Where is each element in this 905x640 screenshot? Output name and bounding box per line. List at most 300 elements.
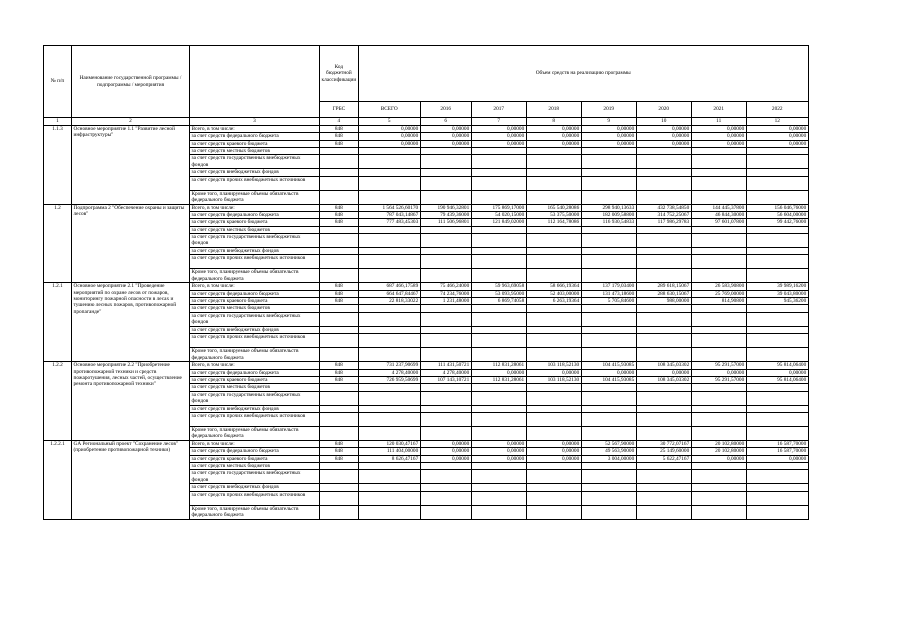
amount-cell: 0,00000 xyxy=(691,126,746,133)
grbs-code xyxy=(320,305,359,312)
grbs-code xyxy=(320,312,359,326)
funding-source: за счет средств прочих внебюджетных источников xyxy=(190,412,320,426)
item-name: Основное мероприятие 2.1 "Проведение мероприятий по охране лесов от пожаров, мониторингу пожарной опасности в лесах и тушению лесных пожаров, противопожарной пропаганде" xyxy=(72,283,190,362)
amount-cell xyxy=(420,148,471,155)
amount-cell: 0,00000 xyxy=(581,140,636,147)
amount-cell xyxy=(471,269,526,283)
grbs-code xyxy=(320,484,359,491)
amount-cell: 99 442,76000 xyxy=(746,219,808,226)
amount-cell xyxy=(420,190,471,204)
amount-cell: 0,00000 xyxy=(471,133,526,140)
amount-cell xyxy=(526,269,581,283)
amount-cell: 165 540,28086 xyxy=(526,204,581,211)
amount-cell xyxy=(526,491,581,505)
amount-cell xyxy=(691,470,746,484)
funding-source: за счет средств внебюджетных фондов xyxy=(190,169,320,176)
funding-source: Всего, в том числе: xyxy=(190,283,320,290)
amount-cell: 182 009,58800 xyxy=(581,212,636,219)
header-blank xyxy=(190,46,320,118)
amount-cell: 97 601,07800 xyxy=(691,219,746,226)
header-name: Наименование государственной программы /подпрограммы / мероприятия xyxy=(72,46,190,118)
amount-cell xyxy=(471,169,526,176)
amount-cell: 0,00000 xyxy=(526,448,581,455)
amount-cell xyxy=(746,176,808,190)
header-year: 2021 xyxy=(691,102,746,118)
amount-cell: 54 020,15000 xyxy=(471,212,526,219)
grbs-code: 848 xyxy=(320,219,359,226)
header-year: 2016 xyxy=(420,102,471,118)
amount-cell: 289 618,15067 xyxy=(636,283,691,290)
amount-cell: 108 345,03302 xyxy=(636,362,691,369)
amount-cell: 0,00000 xyxy=(691,140,746,147)
amount-cell xyxy=(358,226,420,233)
amount-cell xyxy=(471,470,526,484)
amount-cell xyxy=(581,255,636,269)
amount-cell: 104 415,93085 xyxy=(581,376,636,383)
amount-cell: 1 231,48000 xyxy=(420,298,471,305)
funding-source: за счет средств федерального бюджета xyxy=(190,212,320,219)
funding-source: Всего, в том числе: xyxy=(190,440,320,447)
amount-cell xyxy=(581,334,636,348)
amount-cell xyxy=(471,462,526,469)
amount-cell: 74 234,76000 xyxy=(420,290,471,297)
amount-cell xyxy=(526,405,581,412)
funding-source: за счет средств внебюджетных фондов xyxy=(190,484,320,491)
amount-cell xyxy=(526,334,581,348)
amount-cell: 25 149,60000 xyxy=(636,448,691,455)
amount-cell xyxy=(471,248,526,255)
amount-cell xyxy=(358,305,420,312)
funding-source: за счет средств местных бюджетов xyxy=(190,226,320,233)
amount-cell xyxy=(746,505,808,519)
amount-cell xyxy=(526,176,581,190)
amount-cell xyxy=(420,248,471,255)
amount-cell xyxy=(471,334,526,348)
col-number: 9 xyxy=(581,118,636,126)
amount-cell xyxy=(358,169,420,176)
amount-cell xyxy=(358,405,420,412)
amount-cell: 0,00000 xyxy=(471,369,526,376)
amount-cell: 116 930,54833 xyxy=(581,219,636,226)
amount-cell xyxy=(526,305,581,312)
amount-cell xyxy=(526,190,581,204)
funding-source: за счет средств прочих внебюджетных источников xyxy=(190,334,320,348)
amount-cell xyxy=(471,305,526,312)
amount-cell xyxy=(746,226,808,233)
amount-cell: 6 869,74058 xyxy=(471,298,526,305)
amount-cell xyxy=(746,470,808,484)
col-number: 12 xyxy=(746,118,808,126)
grbs-code xyxy=(320,470,359,484)
amount-cell xyxy=(636,305,691,312)
funding-source: за счет средств внебюджетных фондов xyxy=(190,405,320,412)
amount-cell: 58 666,19364 xyxy=(526,283,581,290)
amount-cell xyxy=(581,391,636,405)
amount-cell xyxy=(636,334,691,348)
funding-source: Всего, в том числе: xyxy=(190,204,320,211)
item-number: 1.2.1 xyxy=(44,283,72,362)
amount-cell xyxy=(581,269,636,283)
amount-cell: 39 989,16200 xyxy=(746,283,808,290)
amount-cell xyxy=(636,169,691,176)
funding-source: за счет средств местных бюджетов xyxy=(190,462,320,469)
amount-cell xyxy=(636,148,691,155)
amount-cell xyxy=(691,255,746,269)
amount-cell xyxy=(420,426,471,440)
amount-cell xyxy=(691,426,746,440)
table-row xyxy=(44,440,809,447)
amount-cell: 95 291,57000 xyxy=(691,376,746,383)
amount-cell xyxy=(526,412,581,426)
amount-cell xyxy=(636,248,691,255)
item-number: 1.1.3 xyxy=(44,126,72,205)
amount-cell xyxy=(746,269,808,283)
amount-cell xyxy=(746,391,808,405)
amount-cell: 0,00000 xyxy=(526,455,581,462)
amount-cell xyxy=(691,226,746,233)
amount-cell xyxy=(526,484,581,491)
header-grbs: ГРБС xyxy=(320,102,359,118)
amount-cell: 0,00000 xyxy=(420,448,471,455)
amount-cell xyxy=(581,412,636,426)
grbs-code xyxy=(320,505,359,519)
grbs-code xyxy=(320,348,359,362)
amount-cell xyxy=(526,462,581,469)
amount-cell xyxy=(420,176,471,190)
amount-cell xyxy=(636,312,691,326)
amount-cell xyxy=(581,305,636,312)
amount-cell: 75 466,24000 xyxy=(420,283,471,290)
amount-cell xyxy=(636,155,691,169)
funding-source: за счет средств внебюджетных фондов xyxy=(190,326,320,333)
funding-source: Всего, в том числе: xyxy=(190,362,320,369)
funding-source: за счет средств федерального бюджета xyxy=(190,290,320,297)
header-code: Код бюджетной классификации xyxy=(320,46,359,102)
amount-cell xyxy=(526,155,581,169)
grbs-code xyxy=(320,155,359,169)
amount-cell xyxy=(746,426,808,440)
amount-cell xyxy=(691,234,746,248)
amount-cell xyxy=(358,248,420,255)
amount-cell xyxy=(471,148,526,155)
header-year: 2018 xyxy=(526,102,581,118)
grbs-code xyxy=(320,384,359,391)
amount-cell xyxy=(636,326,691,333)
amount-cell xyxy=(636,484,691,491)
column-number-row xyxy=(44,118,809,126)
amount-cell: 0,00000 xyxy=(691,369,746,376)
amount-cell xyxy=(691,305,746,312)
amount-cell xyxy=(636,348,691,362)
amount-cell: 131 473,18600 xyxy=(581,290,636,297)
amount-cell xyxy=(420,462,471,469)
amount-cell xyxy=(471,234,526,248)
amount-cell xyxy=(471,326,526,333)
amount-cell: 0,00000 xyxy=(526,440,581,447)
amount-cell xyxy=(691,155,746,169)
amount-cell xyxy=(581,484,636,491)
amount-cell: 0,00000 xyxy=(471,448,526,455)
amount-cell: 0,00000 xyxy=(636,126,691,133)
amount-cell: 52 567,90000 xyxy=(581,440,636,447)
grbs-code xyxy=(320,391,359,405)
amount-cell xyxy=(636,391,691,405)
grbs-code: 848 xyxy=(320,126,359,133)
funding-source: Всего, в том числе: xyxy=(190,126,320,133)
amount-cell xyxy=(746,405,808,412)
amount-cell xyxy=(636,491,691,505)
amount-cell xyxy=(691,505,746,519)
table-row xyxy=(44,126,809,133)
amount-cell xyxy=(358,312,420,326)
amount-cell: 726 959,50699 xyxy=(358,376,420,383)
amount-cell xyxy=(420,255,471,269)
grbs-code xyxy=(320,148,359,155)
amount-cell xyxy=(471,505,526,519)
amount-cell xyxy=(526,426,581,440)
col-number: 5 xyxy=(358,118,420,126)
col-number: 7 xyxy=(471,118,526,126)
amount-cell xyxy=(691,334,746,348)
grbs-code: 848 xyxy=(320,283,359,290)
amount-cell: 0,00000 xyxy=(746,133,808,140)
grbs-code xyxy=(320,234,359,248)
amount-cell xyxy=(746,169,808,176)
amount-cell xyxy=(358,462,420,469)
amount-cell xyxy=(420,326,471,333)
col-number: 4 xyxy=(320,118,359,126)
amount-cell xyxy=(526,470,581,484)
amount-cell xyxy=(526,169,581,176)
amount-cell xyxy=(420,334,471,348)
grbs-code: 848 xyxy=(320,369,359,376)
amount-cell: 25 769,00000 xyxy=(691,290,746,297)
amount-cell: 95 814,06400 xyxy=(746,362,808,369)
amount-cell: 687 466,17589 xyxy=(358,283,420,290)
amount-cell: 0,00000 xyxy=(636,369,691,376)
amount-cell xyxy=(746,312,808,326)
funding-source: за счет средств краевого бюджета xyxy=(190,455,320,462)
amount-cell xyxy=(358,334,420,348)
amount-cell xyxy=(581,348,636,362)
amount-cell xyxy=(636,176,691,190)
funding-source: Кроме того, планируемые объемы обязательств федерального бюджета xyxy=(190,190,320,204)
amount-cell xyxy=(746,248,808,255)
amount-cell: 144 445,37800 xyxy=(691,204,746,211)
amount-cell xyxy=(471,190,526,204)
amount-cell: 664 647,84467 xyxy=(358,290,420,297)
amount-cell xyxy=(581,426,636,440)
amount-cell: 4 278,40000 xyxy=(420,369,471,376)
grbs-code: 848 xyxy=(320,440,359,447)
funding-source: за счет средств краевого бюджета xyxy=(190,376,320,383)
funding-source: Кроме того, планируемые объемы обязательств федерального бюджета xyxy=(190,505,320,519)
amount-cell xyxy=(691,348,746,362)
amount-cell xyxy=(636,426,691,440)
amount-cell: 314 752,25067 xyxy=(636,212,691,219)
funding-source: за счет средств краевого бюджета xyxy=(190,219,320,226)
grbs-code xyxy=(320,176,359,190)
amount-cell xyxy=(581,491,636,505)
funding-source: Кроме того, планируемые объемы обязательств федерального бюджета xyxy=(190,426,320,440)
col-number: 8 xyxy=(526,118,581,126)
grbs-code xyxy=(320,462,359,469)
amount-cell: 0,00000 xyxy=(581,126,636,133)
amount-cell: 298 940,13633 xyxy=(581,204,636,211)
amount-cell xyxy=(358,269,420,283)
funding-source: за счет средств краевого бюджета xyxy=(190,140,320,147)
amount-cell xyxy=(471,426,526,440)
amount-cell xyxy=(636,412,691,426)
funding-source: Кроме того, планируемые объемы обязательств федерального бюджета xyxy=(190,269,320,283)
amount-cell xyxy=(420,305,471,312)
amount-cell xyxy=(581,148,636,155)
amount-cell xyxy=(471,484,526,491)
amount-cell xyxy=(471,405,526,412)
amount-cell xyxy=(746,255,808,269)
amount-cell xyxy=(691,190,746,204)
amount-cell: 111 431,50721 xyxy=(420,362,471,369)
amount-cell: 0,00000 xyxy=(691,133,746,140)
amount-cell: 0,00000 xyxy=(471,126,526,133)
amount-cell xyxy=(471,491,526,505)
amount-cell xyxy=(358,426,420,440)
amount-cell xyxy=(581,470,636,484)
amount-cell: 3 004,00000 xyxy=(581,455,636,462)
amount-cell xyxy=(691,326,746,333)
amount-cell: 0,00000 xyxy=(420,133,471,140)
item-number: 1.2.2 xyxy=(44,362,72,441)
amount-cell xyxy=(358,155,420,169)
amount-cell xyxy=(471,155,526,169)
amount-cell xyxy=(636,462,691,469)
amount-cell: 112 164,78086 xyxy=(526,219,581,226)
grbs-code xyxy=(320,248,359,255)
amount-cell: 288 630,15067 xyxy=(636,290,691,297)
amount-cell xyxy=(526,326,581,333)
amount-cell: 49 563,90000 xyxy=(581,448,636,455)
item-name: Основное мероприятие 2.2 "Приобретение противопожарной техники и средств пожаротушения, лесных частей, осуществление ремонта противопожарной техники" xyxy=(72,362,190,441)
amount-cell xyxy=(691,484,746,491)
table-row xyxy=(44,283,809,290)
amount-cell: 0,00000 xyxy=(581,133,636,140)
amount-cell xyxy=(358,348,420,362)
amount-cell: 777 483,45303 xyxy=(358,219,420,226)
amount-cell xyxy=(581,226,636,233)
amount-cell: 0,00000 xyxy=(471,455,526,462)
amount-cell xyxy=(746,148,808,155)
amount-cell: 20 102,80000 xyxy=(691,448,746,455)
grbs-code xyxy=(320,334,359,348)
amount-cell xyxy=(691,248,746,255)
amount-cell: 103 118,52130 xyxy=(526,362,581,369)
funding-source: за счет средств прочих внебюджетных источников xyxy=(190,255,320,269)
item-name: GА Региональный проект "Сохранение лесов" (приобретение противопожарной техники) xyxy=(72,440,190,519)
amount-cell: 16 587,70000 xyxy=(746,448,808,455)
amount-cell xyxy=(358,491,420,505)
amount-cell: 5 705,84600 xyxy=(581,298,636,305)
grbs-code: 848 xyxy=(320,362,359,369)
funding-source: за счет средств прочих внебюджетных источников xyxy=(190,491,320,505)
amount-cell: 39 043,80000 xyxy=(746,290,808,297)
funding-source: за счет средств государственных внебюджетных фондов xyxy=(190,155,320,169)
header-total: ВСЕГО xyxy=(358,102,420,118)
budget-document xyxy=(43,45,809,520)
grbs-code: 848 xyxy=(320,212,359,219)
amount-cell: 731 237,90699 xyxy=(358,362,420,369)
funding-source: за счет средств государственных внебюджетных фондов xyxy=(190,470,320,484)
amount-cell xyxy=(746,484,808,491)
amount-cell: 0,00000 xyxy=(358,140,420,147)
item-name: Основное мероприятие 1.1 "Развитие лесной инфраструктуры" xyxy=(72,126,190,205)
amount-cell: 5 622,47167 xyxy=(636,455,691,462)
amount-cell xyxy=(746,384,808,391)
header-year: 2019 xyxy=(581,102,636,118)
grbs-code xyxy=(320,412,359,426)
col-number: 2 xyxy=(72,118,190,126)
amount-cell xyxy=(636,190,691,204)
amount-cell xyxy=(581,176,636,190)
amount-cell xyxy=(420,391,471,405)
amount-cell xyxy=(420,505,471,519)
amount-cell: 0,00000 xyxy=(358,126,420,133)
amount-cell xyxy=(471,412,526,426)
col-number: 6 xyxy=(420,118,471,126)
amount-cell: 0,00000 xyxy=(471,440,526,447)
amount-cell: 137 179,03400 xyxy=(581,283,636,290)
amount-cell xyxy=(581,234,636,248)
amount-cell xyxy=(581,405,636,412)
amount-cell: 175 869,17000 xyxy=(471,204,526,211)
grbs-code xyxy=(320,190,359,204)
amount-cell: 46 844,30000 xyxy=(691,212,746,219)
col-number: 3 xyxy=(190,118,320,126)
amount-cell: 1 564 526,60170 xyxy=(358,204,420,211)
amount-cell xyxy=(420,155,471,169)
amount-cell xyxy=(358,176,420,190)
amount-cell xyxy=(636,384,691,391)
amount-cell: 0,00000 xyxy=(358,133,420,140)
amount-cell xyxy=(420,484,471,491)
amount-cell xyxy=(691,405,746,412)
amount-cell: 0,00000 xyxy=(746,140,808,147)
grbs-code xyxy=(320,226,359,233)
grbs-code: 848 xyxy=(320,204,359,211)
item-name: Подпрограмма 2 "Обеспечение охраны и защиты лесов" xyxy=(72,204,190,283)
amount-cell xyxy=(636,269,691,283)
table-row xyxy=(44,204,809,211)
amount-cell xyxy=(526,384,581,391)
amount-cell xyxy=(636,405,691,412)
amount-cell xyxy=(526,505,581,519)
amount-cell xyxy=(420,384,471,391)
amount-cell xyxy=(358,391,420,405)
amount-cell xyxy=(746,234,808,248)
amount-cell: 945,36200 xyxy=(746,298,808,305)
amount-cell xyxy=(358,255,420,269)
amount-cell xyxy=(746,348,808,362)
amount-cell xyxy=(471,391,526,405)
amount-cell xyxy=(420,348,471,362)
amount-cell xyxy=(636,234,691,248)
amount-cell: 814,90800 xyxy=(691,298,746,305)
header-funding: Объем средств на реализацию программы xyxy=(358,46,808,102)
amount-cell xyxy=(358,148,420,155)
funding-source: Кроме того, планируемые объемы обязательств федерального бюджета xyxy=(190,348,320,362)
amount-cell: 787 043,14867 xyxy=(358,212,420,219)
amount-cell: 20 102,80000 xyxy=(691,440,746,447)
header-year: 2022 xyxy=(746,102,808,118)
